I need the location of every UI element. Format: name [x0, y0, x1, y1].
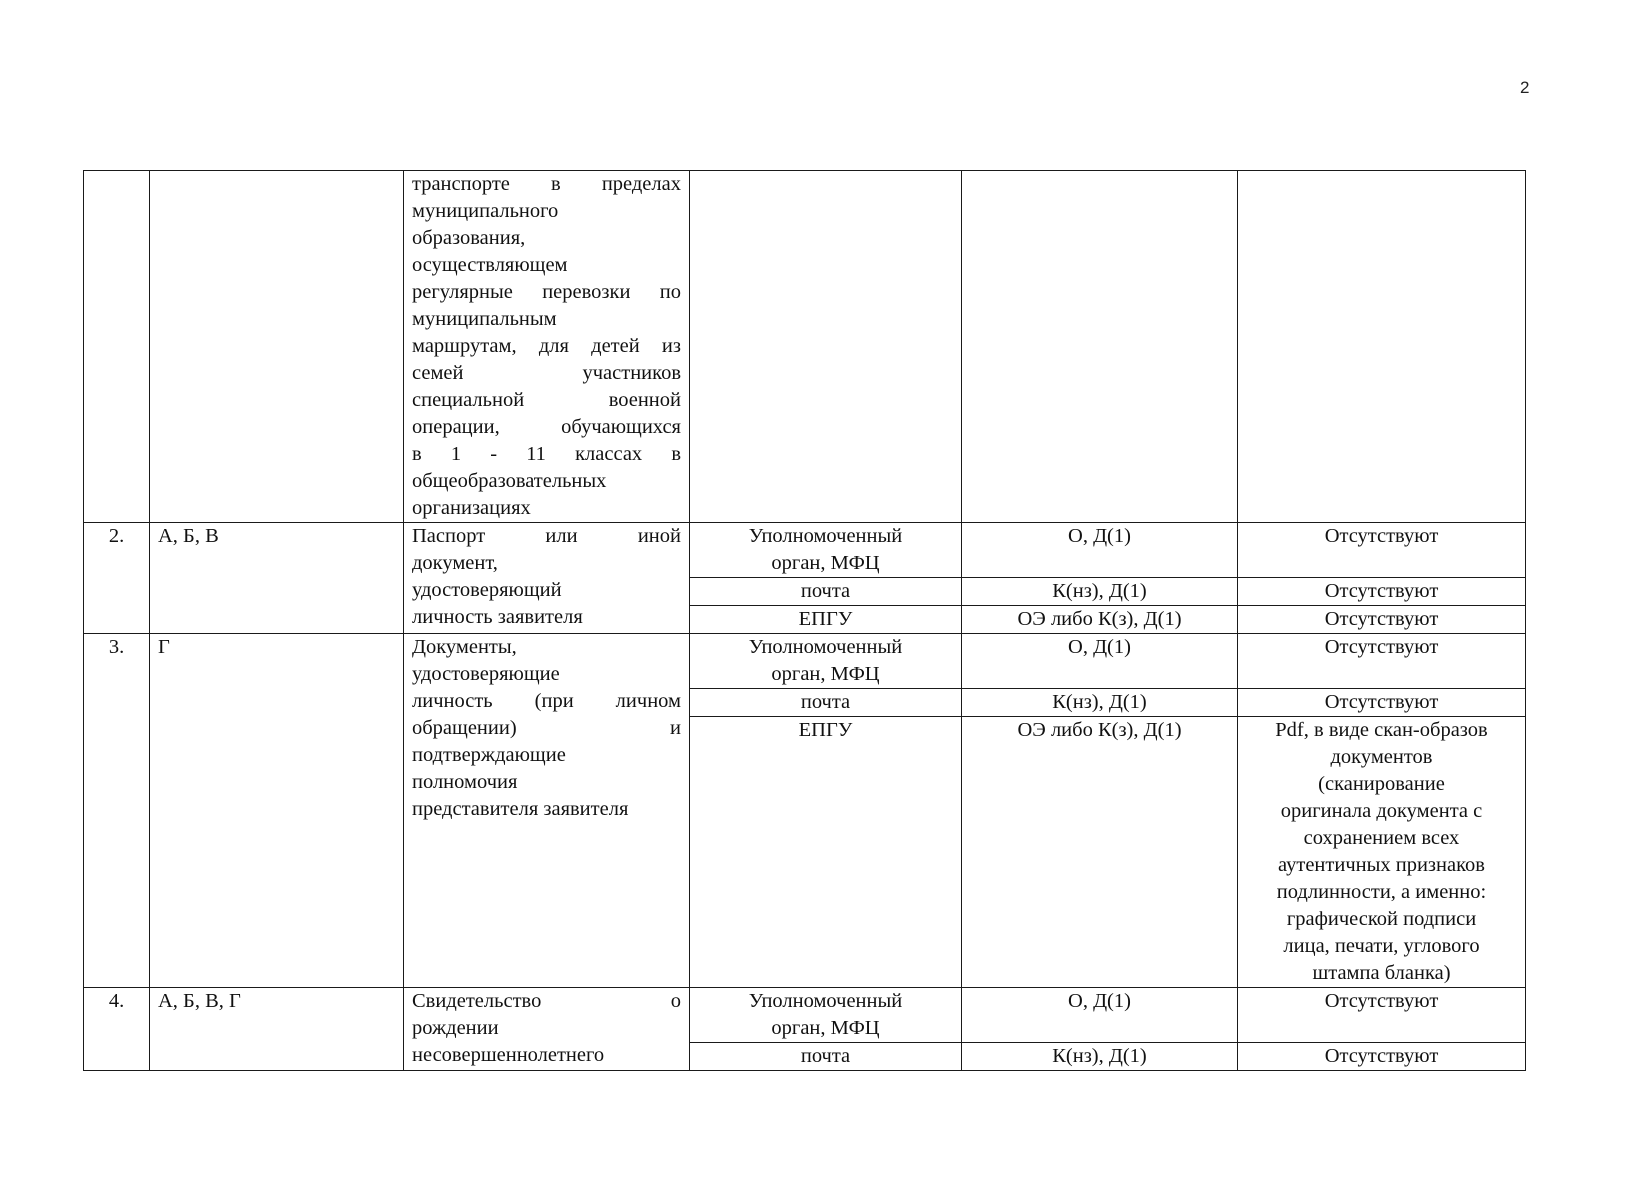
submission-place-cell: [690, 689, 962, 717]
submission-place-text: ЕПГУ: [798, 608, 853, 630]
submission-form-cell: К(нз), Д(1): [962, 689, 1238, 717]
submission-place-text: почта: [800, 691, 851, 713]
text-line: образования,: [412, 227, 526, 249]
submission-place-cell: [690, 1043, 962, 1071]
applicant-categories-cell: А, Б, В: [150, 523, 404, 634]
row-number-cell: 3.: [84, 634, 150, 988]
text-line: несовершеннолетнего: [412, 1044, 605, 1066]
submission-place-text: орган, МФЦ: [771, 663, 880, 685]
submission-place-cell: [690, 988, 962, 1043]
requirements-text: Отсутствуют: [1324, 608, 1439, 630]
requirements-text: сохранением всех: [1303, 827, 1460, 849]
text-line: маршрутам, для детей из: [412, 335, 681, 357]
submission-form-cell: [962, 171, 1238, 523]
continuation-row: [84, 171, 1526, 523]
requirements-text: аутентичных признаков: [1278, 854, 1485, 876]
document-row: [84, 634, 1526, 689]
text-line: удостоверяющий: [412, 579, 562, 601]
requirements-text: Pdf, в виде скан-образов: [1275, 719, 1488, 741]
submission-place-text: почта: [800, 580, 851, 602]
applicant-categories-cell: Г: [150, 634, 404, 988]
applicant-categories-cell: А, Б, В, Г: [150, 988, 404, 1071]
requirements-text: Отсутствуют: [1324, 990, 1439, 1012]
text-line: рождении: [412, 1017, 499, 1039]
text-line: Паспорт или иной: [412, 525, 681, 547]
requirements-cell: [1238, 717, 1526, 988]
requirements-cell: [1238, 606, 1526, 634]
categories-cell: [150, 171, 404, 523]
requirements-text: графической подписи: [1286, 908, 1477, 930]
text-line: Документы,: [412, 636, 517, 658]
requirements-text: (сканирование: [1318, 773, 1445, 795]
submission-place-cell: [690, 523, 962, 578]
requirements-text: лица, печати, углового: [1283, 935, 1480, 957]
document-name-cell: [404, 634, 690, 988]
submission-form-cell: К(нз), Д(1): [962, 1043, 1238, 1071]
submission-form-cell: О, Д(1): [962, 523, 1238, 578]
submission-place-cell: [690, 634, 962, 689]
submission-place-text: почта: [800, 1045, 851, 1067]
requirements-text: штампа бланка): [1312, 962, 1451, 984]
text-line: личность заявителя: [412, 606, 583, 628]
text-line: муниципального: [412, 200, 559, 222]
submission-place-text: Уполномоченный: [748, 636, 903, 658]
text-line: полномочия: [412, 771, 518, 793]
requirements-cell: [1238, 988, 1526, 1043]
document-name-cell: [404, 523, 690, 634]
text-line: специальной военной: [412, 389, 681, 411]
text-line: подтверждающие: [412, 744, 566, 766]
requirements-cell: [1238, 689, 1526, 717]
submission-form-cell: К(нз), Д(1): [962, 578, 1238, 606]
submission-place-text: Уполномоченный: [748, 525, 903, 547]
submission-place-text: ЕПГУ: [798, 719, 853, 741]
requirements-text: Отсутствуют: [1324, 691, 1439, 713]
text-line: Свидетельство о: [412, 990, 681, 1012]
text-line: обращении) и: [412, 717, 681, 739]
submission-form-cell: О, Д(1): [962, 634, 1238, 689]
requirements-text: документов: [1330, 746, 1433, 768]
document-name-cell: [404, 988, 690, 1071]
requirements-cell: [1238, 1043, 1526, 1071]
document-row: [84, 988, 1526, 1043]
text-line: личность (при личном: [412, 690, 681, 712]
submission-place-cell: [690, 717, 962, 988]
submission-place-cell: [690, 606, 962, 634]
text-line: регулярные перевозки по: [412, 281, 681, 303]
requirements-cell: [1238, 171, 1526, 523]
document-name-cell: [404, 171, 690, 523]
submission-form-cell: О, Д(1): [962, 988, 1238, 1043]
text-line: в 1 - 11 классах в: [412, 443, 681, 465]
text-line: организациях: [412, 497, 531, 519]
page-number: 2: [1520, 78, 1530, 97]
document-row: [84, 523, 1526, 578]
submission-form-cell: ОЭ либо К(з), Д(1): [962, 717, 1238, 988]
documents-table-body: [84, 171, 1526, 1071]
requirements-text: подлинности, а именно:: [1276, 881, 1487, 903]
row-number-cell: 2.: [84, 523, 150, 634]
row-number-cell: 4.: [84, 988, 150, 1071]
text-line: представителя заявителя: [412, 798, 629, 820]
text-line: общеобразовательных: [412, 470, 607, 492]
requirements-cell: [1238, 523, 1526, 578]
number-cell: [84, 171, 150, 523]
submission-form-cell: ОЭ либо К(з), Д(1): [962, 606, 1238, 634]
text-line: операции, обучающихся: [412, 416, 681, 438]
text-line: осуществляющем: [412, 254, 568, 276]
submission-place-text: орган, МФЦ: [771, 1017, 880, 1039]
text-line: документ,: [412, 552, 498, 574]
text-line: транспорте в пределах: [412, 173, 681, 195]
text-line: семей участников: [412, 362, 681, 384]
requirements-cell: [1238, 578, 1526, 606]
submission-place-cell: [690, 578, 962, 606]
text-line: муниципальным: [412, 308, 557, 330]
submission-place-text: орган, МФЦ: [771, 552, 880, 574]
requirements-text: Отсутствуют: [1324, 525, 1439, 547]
requirements-cell: [1238, 634, 1526, 689]
documents-table: [83, 170, 1526, 1071]
requirements-text: Отсутствуют: [1324, 1045, 1439, 1067]
requirements-text: оригинала документа с: [1280, 800, 1483, 822]
requirements-text: Отсутствуют: [1324, 580, 1439, 602]
submission-place-text: Уполномоченный: [748, 990, 903, 1012]
requirements-text: Отсутствуют: [1324, 636, 1439, 658]
text-line: удостоверяющие: [412, 663, 560, 685]
submission-place-cell: [690, 171, 962, 523]
